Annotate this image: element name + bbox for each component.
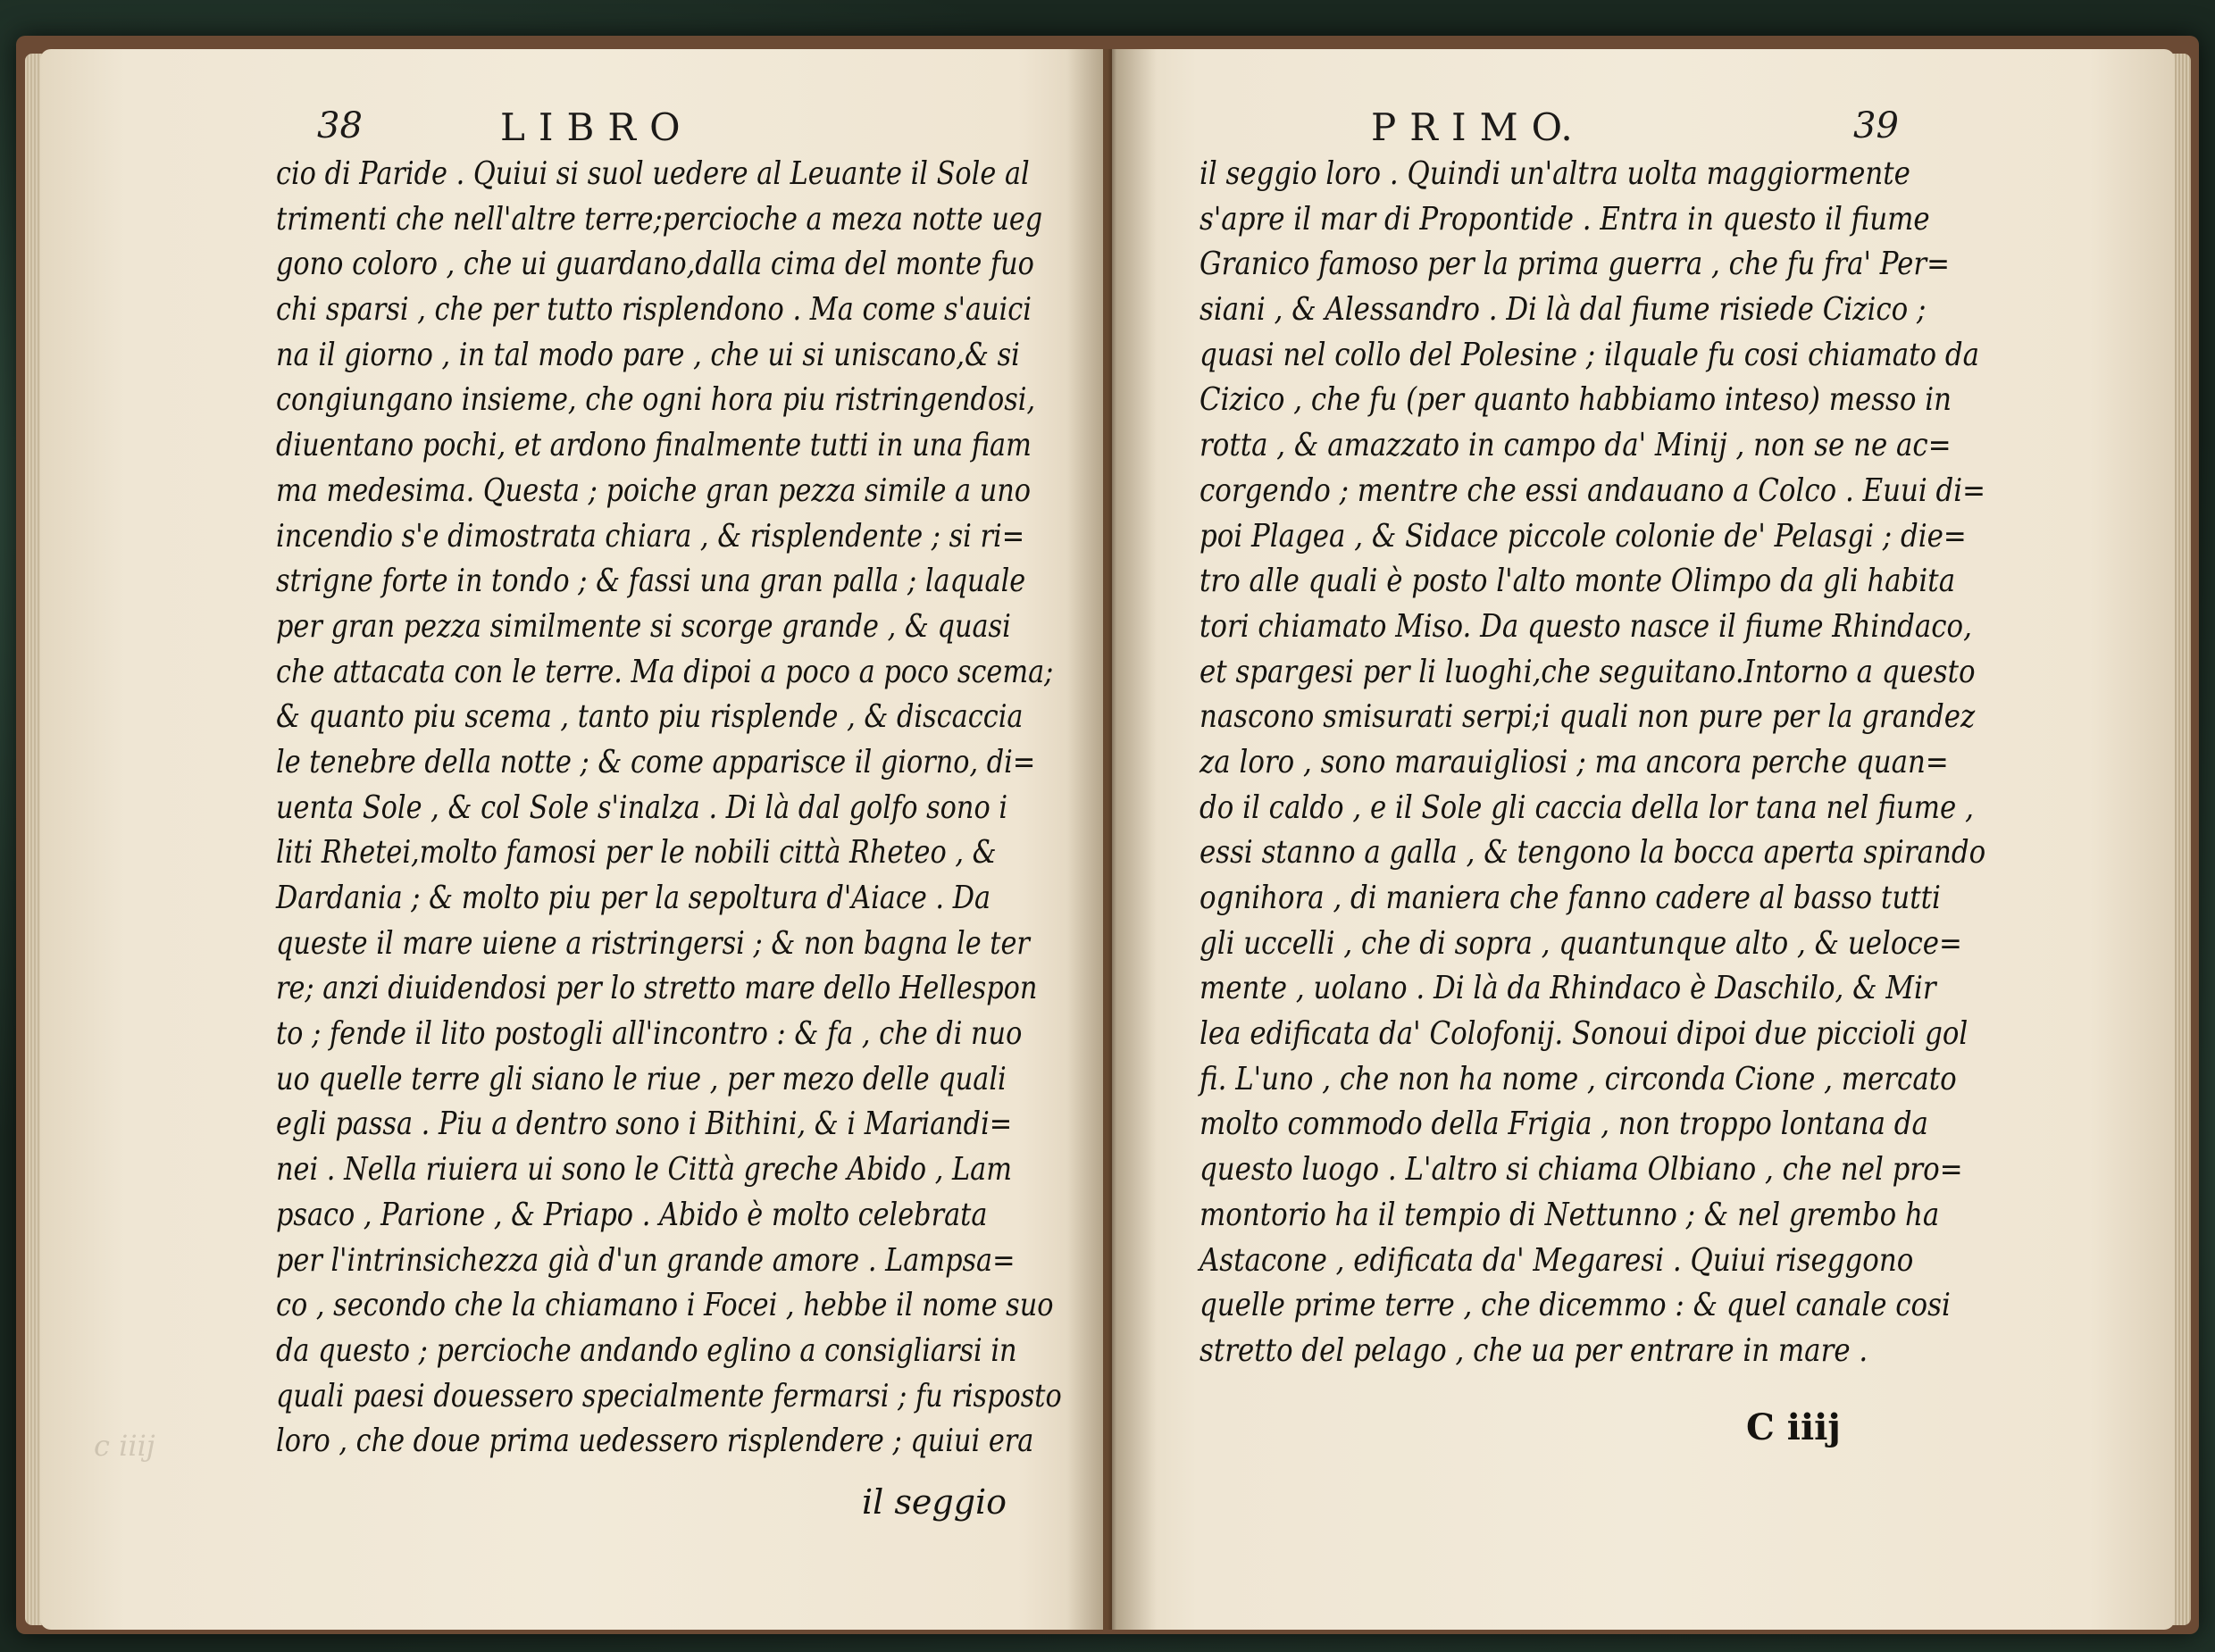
text-line: strigne forte in tondo ; & fassi una gran palla ; laquale (276, 563, 1026, 600)
text-line: il seggio loro . Quindi un'altra uolta maggiormente (1199, 155, 1910, 192)
right-running-head: P R I M O. (1371, 105, 1574, 149)
text-line: uo quelle terre gli siano le riue , per mezo delle quali (276, 1060, 1007, 1097)
right-page (1112, 49, 2175, 1630)
text-line: ognihora , di maniera che fanno cadere al basso tutti (1199, 880, 1941, 916)
text-line: quasi nel collo del Polesine ; ilquale fu cosi chiamato da (1199, 336, 1980, 373)
text-line: to ; fende il lito postogli all'incontro : & fa , che di nuo (276, 1015, 1023, 1053)
text-line: molto commodo della Frigia , non troppo lontana da (1199, 1106, 1928, 1143)
text-line: uenta Sole , & col Sole s'inalza . Di là dal golfo sono i (276, 788, 1008, 826)
right-page-number: 39 (1853, 105, 1899, 146)
text-line: Cizico , che fu (per quanto habbiamo inteso) messo in (1199, 381, 1952, 419)
text-line: Dardania ; & molto piu per la sepoltura d'Aiace . Da (276, 880, 991, 916)
text-line: s'apre il mar di Propontide . Entra in questo il fiume (1199, 200, 1930, 238)
text-line: quelle prime terre , che dicemmo : & quel canale cosi (1199, 1287, 1951, 1324)
text-line: diuentano pochi, et ardono finalmente tutti in una fiam (276, 427, 1032, 464)
text-line: Granico famoso per la prima guerra , che fu fra' Per= (1199, 246, 1951, 283)
text-line: tori chiamato Miso. Da questo nasce il fiume Rhindaco, (1199, 607, 1972, 645)
text-line: Astacone , edificata da' Megaresi . Quiui riseggono (1199, 1241, 1914, 1279)
text-line: et spargesi per li luoghi,che seguitano.Intorno a questo (1199, 653, 1976, 690)
text-line: co , secondo che la chiamano i Focei , hebbe il nome suo (276, 1287, 1054, 1324)
text-line: nei . Nella riuiera ui sono le Città greche Abido , Lam (276, 1151, 1012, 1189)
text-line: siani , & Alessandro . Di là dal fiume risiede Cizico ; (1199, 291, 1927, 329)
text-line: psaco , Parione , & Priapo . Abido è molto celebrata (276, 1196, 988, 1233)
text-line: fi. L'uno , che non ha nome , circonda Cione , mercato (1199, 1060, 1957, 1097)
right-page-text (1199, 152, 2104, 1374)
text-line: per gran pezza similmente si scorge grande , & quasi (276, 607, 1011, 645)
text-line: cio di Paride . Quiui si suol uedere al Leuante il Sole al (276, 155, 1030, 192)
text-line: za loro , sono marauigliosi ; ma ancora perche quan= (1199, 743, 1949, 780)
text-line: per l'intrinsichezza già d'un grande amore . Lampsa= (276, 1241, 1016, 1279)
text-line: do il caldo , e il Sole gli caccia della lor tana nel fiume , (1199, 788, 1974, 826)
text-line: quali paesi douessero specialmente fermarsi ; fu risposto (276, 1377, 1062, 1414)
text-line: liti Rhetei,molto famosi per le nobili città Rheteo , & (276, 834, 997, 872)
text-line: rotta , & amazzato in campo da' Minij , non se ne ac= (1199, 427, 1952, 464)
text-line: poi Plagea , & Sidace piccole colonie de' Pelasgi ; die= (1199, 517, 1967, 555)
left-page-number: 38 (317, 105, 363, 146)
text-line: le tenebre della notte ; & come apparisce il giorno, di= (276, 743, 1036, 780)
text-line: re; anzi diuidendosi per lo stretto mare dello Hellespon (276, 970, 1038, 1007)
text-line: che attacata con le terre. Ma dipoi a poco a poco scema; (276, 653, 1054, 690)
text-line: stretto del pelago , che ua per entrare in mare . (1199, 1331, 1868, 1369)
left-catchword: il seggio (862, 1482, 1007, 1522)
text-line: gli uccelli , che di sopra , quantunque alto , & ueloce= (1199, 924, 1962, 962)
show-through-mark: c iiij (94, 1429, 155, 1463)
text-line: mente , uolano . Di là da Rhindaco è Daschilo, & Mir (1199, 970, 1936, 1007)
text-line: chi sparsi , che per tutto risplendono . Ma come s'auici (276, 291, 1032, 329)
text-line: da questo ; percioche andando eglino a consigliarsi in (276, 1331, 1017, 1369)
text-line: congiungano insieme, che ogni hora piu ristringendosi, (276, 381, 1036, 419)
left-page (40, 49, 1103, 1630)
text-line: ma medesima. Questa ; poiche gran pezza simile a uno (276, 471, 1032, 509)
text-line: trimenti che nell'altre terre;percioche a meza notte ueg (276, 200, 1043, 238)
text-line: queste il mare uiene a ristringersi ; & non bagna le ter (276, 924, 1030, 962)
text-line: & quanto piu scema , tanto piu risplende , & discaccia (276, 698, 1024, 736)
text-line: lea edificata da' Colofonij. Sonoui dipoi due piccioli gol (1199, 1015, 1968, 1053)
text-line: na il giorno , in tal modo pare , che ui si uniscano,& si (276, 336, 1020, 373)
text-line: nascono smisurati serpi;i quali non pure per la grandez (1199, 698, 1976, 736)
text-line: tro alle quali è posto l'alto monte Olimpo da gli habita (1199, 563, 1956, 600)
left-running-head: L I B R O (500, 105, 681, 149)
text-line: essi stanno a galla , & tengono la bocca aperta spirando (1199, 834, 1986, 872)
text-line: egli passa . Piu a dentro sono i Bithini, & i Mariandi= (276, 1106, 1013, 1143)
signature-mark: C iiij (1746, 1406, 1841, 1448)
text-line: incendio s'e dimostrata chiara , & risplendente ; si ri= (276, 517, 1025, 555)
text-line: loro , che doue prima uedessero risplendere ; quiui era (276, 1423, 1034, 1460)
text-line: questo luogo . L'altro si chiama Olbiano , che nel pro= (1199, 1151, 1963, 1189)
left-page-text (276, 152, 1103, 1464)
text-line: montorio ha il tempio di Nettunno ; & nel grembo ha (1199, 1196, 1940, 1233)
text-line: corgendo ; mentre che essi andauano a Colco . Euui di= (1199, 471, 1985, 509)
text-line: gono coloro , che ui guardano,dalla cima del monte fuo (276, 246, 1034, 283)
